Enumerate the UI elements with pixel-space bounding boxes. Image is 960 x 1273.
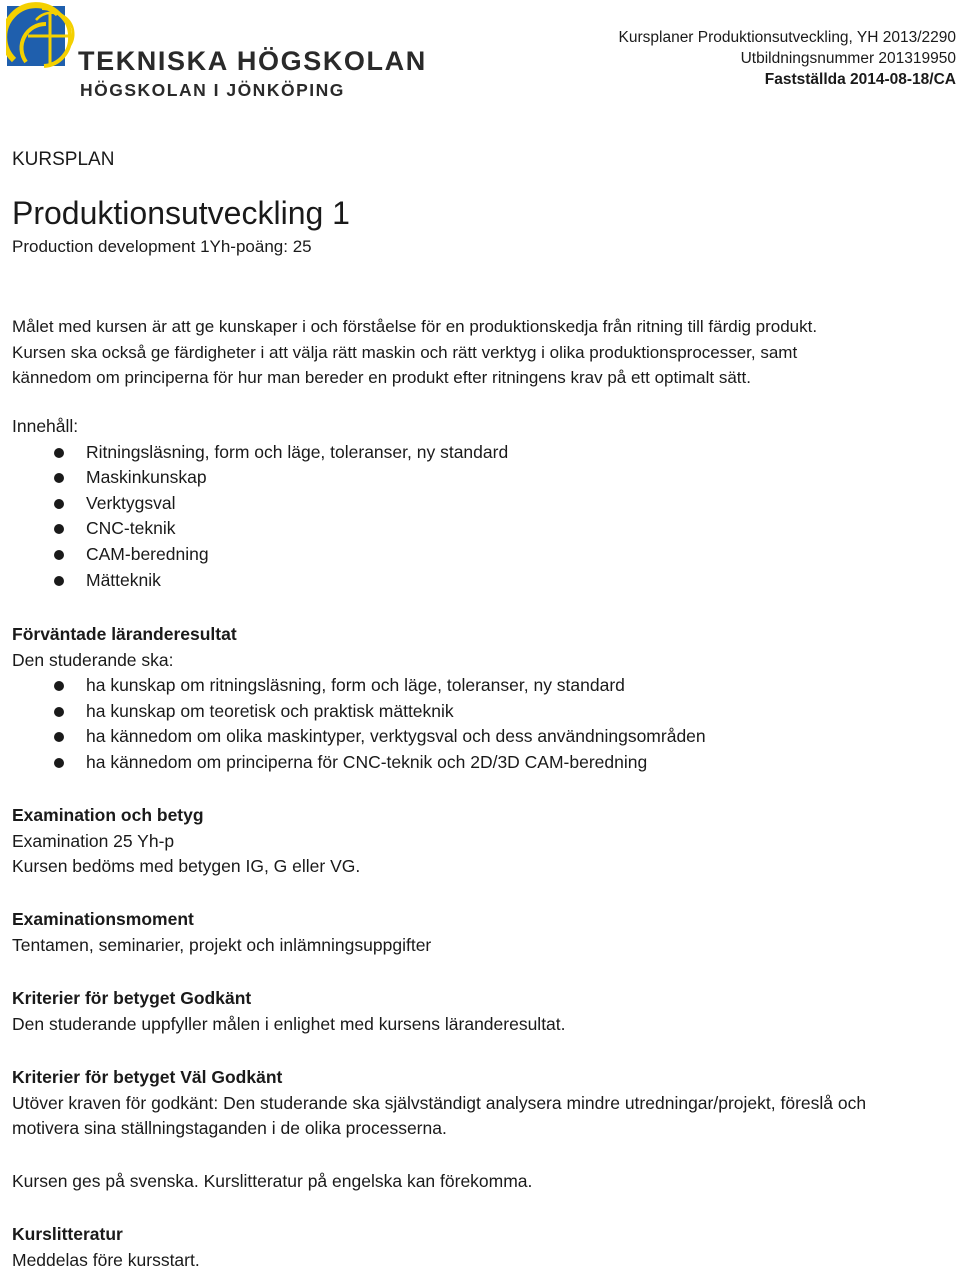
bullet-icon: [54, 732, 64, 742]
header-established-date: Fastställda 2014-08-18/CA: [764, 71, 956, 88]
examination-credits: Examination 25 Yh-p: [12, 830, 175, 851]
criteria-vg-text-line: motivera sina ställningstaganden i de olika processerna.: [12, 1118, 447, 1139]
outcomes-section: [12, 622, 956, 776]
page-title: Produktionsutveckling 1: [12, 195, 350, 231]
language-note: [12, 1169, 956, 1195]
exam-moments-text: Tentamen, seminarier, projekt och inlämningsuppgifter: [12, 934, 432, 955]
aim-line: Målet med kursen är att ge kunskaper i och förståelse för en produktionskedja från ritning till färdig produkt.: [12, 317, 818, 336]
exam-moments-heading: Examinationsmoment: [12, 909, 194, 929]
bullet-icon: [54, 707, 64, 717]
aim-line: Kursen ska också ge färdigheter i att välja rätt maskin och rätt verktyg i olika produktionsprocesser, samt: [12, 342, 798, 362]
list-item: CNC-teknik: [12, 516, 956, 542]
list-item: ha kunskap om ritningsläsning, form och läge, toleranser, ny standard: [12, 673, 956, 699]
list-item: ha kännedom om principerna för CNC-teknik och 2D/3D CAM-beredning: [12, 750, 956, 776]
examination-grades: Kursen bedöms med betygen IG, G eller VG.: [12, 856, 361, 877]
page-subtitle: Production development 1Yh-poäng: 25: [12, 237, 312, 256]
logo-name-line2: HÖGSKOLAN I JÖNKÖPING: [80, 80, 345, 100]
exam-moments-section: [12, 907, 956, 958]
bullet-icon: [54, 524, 64, 534]
bullet-icon: [54, 576, 64, 586]
logo-name-line1: TEKNISKA HÖGSKOLAN: [78, 46, 427, 76]
criteria-vg-heading: Kriterier för betyget Väl Godkänt: [12, 1067, 283, 1087]
literature-text: Meddelas före kursstart.: [12, 1249, 200, 1270]
list-item: Ritningsläsning, form och läge, toleranser, ny standard: [12, 440, 956, 466]
aim-line: kännedom om principerna för hur man bereder en produkt efter ritningens krav på ett optimalt sätt.: [12, 368, 751, 387]
list-item: Mätteknik: [12, 568, 956, 594]
language-note-text: Kursen ges på svenska. Kurslitteratur på engelska kan förekomma.: [12, 1171, 533, 1191]
bullet-icon: [54, 550, 64, 560]
literature-section: [12, 1222, 956, 1273]
examination-section: [12, 803, 956, 880]
bullet-icon: [54, 473, 64, 483]
content-heading: Innehåll:: [12, 416, 79, 436]
bullet-icon: [54, 681, 64, 691]
list-item: Verktygsval: [12, 491, 956, 517]
university-logo: [6, 2, 427, 102]
bullet-icon: [54, 758, 64, 768]
list-item: Maskinkunskap: [12, 465, 956, 491]
criteria-g-section: [12, 986, 956, 1037]
course-aim-paragraph: [12, 314, 956, 391]
header-education-number: Utbildningsnummer 201319950: [740, 50, 956, 67]
outcomes-heading: Förväntade läranderesultat: [12, 624, 237, 644]
criteria-g-heading: Kriterier för betyget Godkänt: [12, 988, 252, 1008]
bullet-icon: [54, 499, 64, 509]
list-item: ha kunskap om teoretisk och praktisk mätteknik: [12, 699, 956, 725]
list-item: CAM-beredning: [12, 542, 956, 568]
outcomes-intro: Den studerande ska:: [12, 649, 174, 670]
criteria-vg-section: [12, 1065, 956, 1142]
document-type: KURSPLAN: [12, 149, 115, 170]
header-course-plans: Kursplaner Produktionsutveckling, YH 2013/2290: [618, 29, 956, 46]
list-item: ha kännedom om olika maskintyper, verktygsval och dess användningsområden: [12, 724, 956, 750]
bullet-icon: [54, 448, 64, 458]
examination-heading: Examination och betyg: [12, 805, 204, 825]
literature-heading: Kurslitteratur: [12, 1224, 123, 1244]
outcomes-list: [12, 673, 956, 775]
criteria-vg-text-line: Utöver kraven för godkänt: Den studerande ska självständigt analysera mindre utredningar/projekt, föreslå och: [12, 1092, 867, 1113]
logo-emblem-icon: [6, 2, 78, 72]
content-list: [12, 440, 956, 594]
criteria-g-text: Den studerande uppfyller målen i enlighet med kursens läranderesultat.: [12, 1013, 566, 1034]
content-section: [12, 414, 956, 593]
